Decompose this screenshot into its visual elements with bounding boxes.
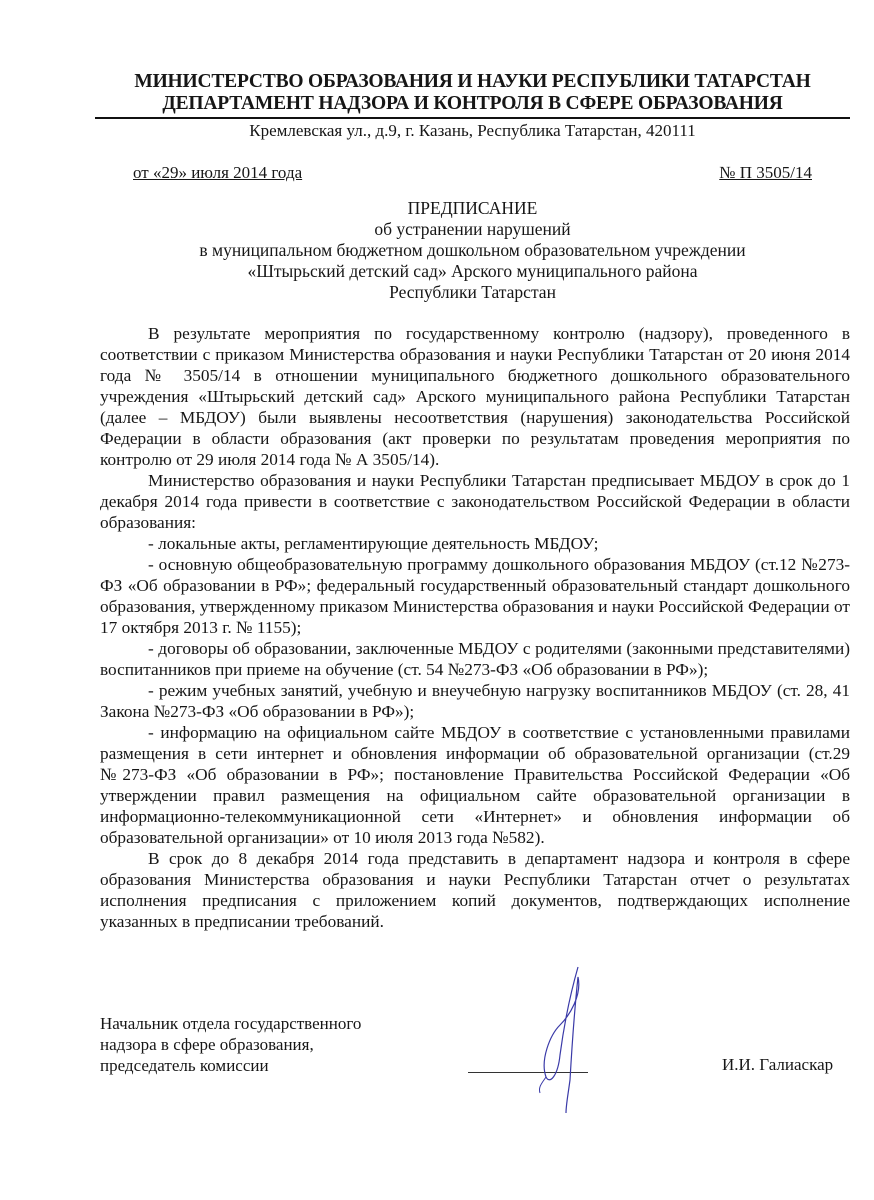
paragraph: В результате мероприятия по государственному контролю (надзору), проведенного в соответствии с приказом Министерства образования и науки Республики Татарстан от 20 июня 2014 года № 3505/14 в отношении муниципального бюджетного дошкольного образовательного учреждения «Штырьский детский сад» Арского муниципального района Республики Татарстан (далее – МБДОУ) были выявлены несоответствия (нарушения) законодательства Российской Федерации в области образования (акт проверки по результатам проведения мероприятия по контролю от 29 июля 2014 года № А 3505/14). xyxy=(100,324,850,469)
title-line: «Штырьский детский сад» Арского муниципального района xyxy=(247,261,698,281)
paragraph: - режим учебных занятий, учебную и внеучебную нагрузку воспитанников МБДОУ (ст. 28, 41 Закона №273-ФЗ «Об образовании в РФ»); xyxy=(100,681,850,721)
paragraph: - договоры об образовании, заключенные МБДОУ с родителями (законными представителями) воспитанников при приеме на обучение (ст. 54 №273-ФЗ «Об образовании в РФ»); xyxy=(100,639,850,679)
department-name: ДЕПАРТАМЕНТ НАДЗОРА И КОНТРОЛЯ В СФЕРЕ ОБРАЗОВАНИЯ xyxy=(162,93,783,114)
letterhead xyxy=(95,71,850,115)
header-divider xyxy=(95,117,850,119)
ministry-name: МИНИСТЕРСТВО ОБРАЗОВАНИЯ И НАУКИ РЕСПУБЛИКИ ТАТАРСТАН xyxy=(134,71,811,92)
title-line: Республики Татарстан xyxy=(389,282,556,302)
document-number: № П 3505/14 xyxy=(719,163,812,182)
handwritten-signature xyxy=(520,965,600,1115)
signatory-position xyxy=(100,1013,361,1076)
document-date: от «29» июля 2014 года xyxy=(133,163,303,182)
paragraph: В срок до 8 декабря 2014 года представить в департамент надзора и контроля в сфере образования Министерства образования и науки Республики Татарстан отчет о результатах исполнения предписания с приложением копий документов, подтверждающих исполнение указанных в предписании требований. xyxy=(100,849,850,931)
title-line: об устранении нарушений xyxy=(374,219,571,239)
title-line: ПРЕДПИСАНИЕ xyxy=(407,198,538,218)
paragraph: - основную общеобразовательную программу дошкольного образования МБДОУ (ст.12 №273-ФЗ «Об образовании в РФ»; федеральный государственный образовательный стандарт дошкольного образования, утвержденному приказом Министерства образования и науки Российской Федерации от 17 октября 2013 г. № 1155); xyxy=(100,555,850,637)
position-line: Начальник отдела государственного xyxy=(100,1014,362,1033)
position-line: надзора в сфере образования, xyxy=(100,1035,314,1054)
title-line: в муниципальном бюджетном дошкольном образовательном учреждении xyxy=(199,240,746,260)
address: Кремлевская ул., д.9, г. Казань, Республика Татарстан, 420111 xyxy=(249,121,696,140)
paragraph: Министерство образования и науки Республики Татарстан предписывает МБДОУ в срок до 1 декабря 2014 года привести в соответствие с законодательством Российской Федерации в области образования: xyxy=(100,471,850,532)
position-line: председатель комиссии xyxy=(100,1056,269,1075)
paragraph: - локальные акты, регламентирующие деятельность МБДОУ; xyxy=(148,534,599,553)
document-body xyxy=(100,323,850,932)
document-title xyxy=(95,198,850,303)
signatory-name: И.И. Галиаскар xyxy=(722,1055,834,1074)
paragraph: - информацию на официальном сайте МБДОУ в соответствие с установленными правилами размещения в сети интернет и обновления информации об образовательной организации (ст.29 №273-ФЗ «Об образовании в РФ»; постановление Правительства Российской Федерации «Об утверждении правил размещения на официальном сайте образовательной организации в информационно-телекоммуникационной сети «Интернет» и обновления информации об образовательной организации» от 10 июля 2013 года №582). xyxy=(100,723,850,847)
